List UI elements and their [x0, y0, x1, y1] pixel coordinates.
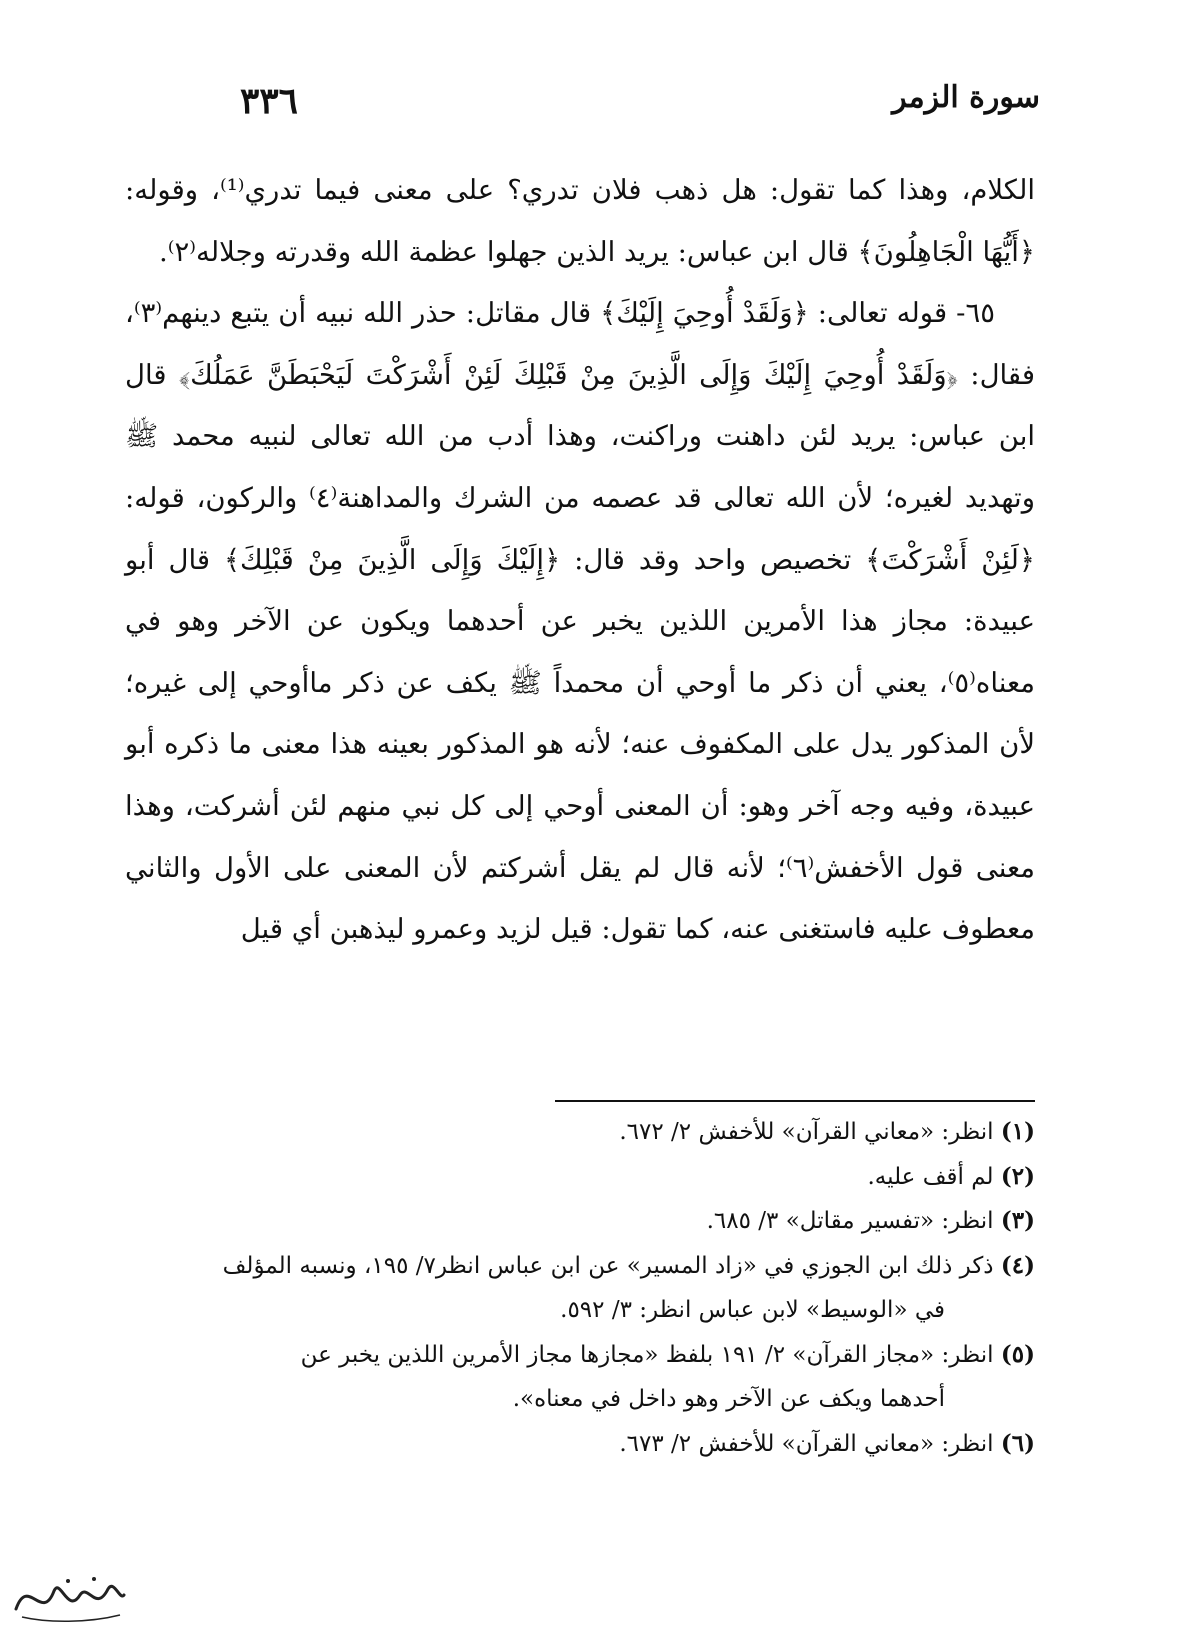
footnote-6 [120, 1422, 1035, 1467]
footnote-5 [120, 1333, 1035, 1378]
page-header [240, 80, 1040, 140]
footnotes [120, 1110, 1035, 1466]
footnote-1 [120, 1110, 1035, 1155]
surah-title: سورة الزمر [892, 80, 1040, 115]
footnote-divider [555, 1100, 1035, 1102]
footnote-text: انظر: «معاني القرآن» للأخفش ٢/ ٦٧٢. [619, 1119, 994, 1145]
paragraph-intro: الكلام، وهذا كما تقول: هل ذهب فلان تدري؟ على معنى فيما تدري⁽¹⁾، وقوله: ﴿أَيُّهَا الْجَاهِلُونَ﴾ قال ابن عباس: يريد الذين جهلوا عظمة الله وقدرته وجلاله⁽٢⁾. [125, 174, 1035, 268]
footnote-5-continued: أحدهما ويكف عن الآخر وهو داخل في معناه». [512, 1386, 945, 1412]
main-text [125, 160, 1035, 961]
footnote-number: (٤) [1000, 1251, 1035, 1279]
page-number: ٣٣٦ [240, 80, 299, 122]
footnote-text: ذكر ذلك ابن الجوزي في «زاد المسير» عن ابن عباس انظر٧/ ١٩٥، ونسبه المؤلف [222, 1252, 994, 1279]
footnote-number: (٣) [1000, 1207, 1035, 1234]
footnote-4-continued: في «الوسيط» لابن عباس انظر: ٣/ ٥٩٢. [560, 1297, 945, 1323]
footnote-text: انظر: «مجاز القرآن» ٢/ ١٩١ بلفظ «مجازها مجاز الأمرين اللذين يخبر عن [300, 1341, 994, 1368]
footnote-number: (١) [1000, 1118, 1035, 1145]
footnote-3 [120, 1199, 1035, 1244]
paragraph-verse-65: ٦٥- قوله تعالى: ﴿وَلَقَدْ أُوحِيَ إِلَيْكَ﴾ قال مقاتل: حذر الله نبيه أن يتبع دينهم⁽٣⁾، فقال: ﴿وَلَقَدْ أُوحِيَ إِلَيْكَ وَإِلَى الَّذِينَ مِنْ قَبْلِكَ لَئِنْ أَشْرَكْتَ لَيَحْبَطَنَّ عَمَلُكَ﴾ قال ابن عباس: يريد لئن داهنت وراكنت، وهذا أدب من الله تعالى لنبيه محمد ﷺ وتهديد لغيره؛ لأن الله تعالى قد عصمه من الشرك والمداهنة⁽٤⁾ والركون، قوله: ﴿لَئِنْ أَشْرَكْتَ﴾ تخصيص واحد وقد قال: ﴿إِلَيْكَ وَإِلَى الَّذِينَ مِنْ قَبْلِكَ﴾ قال أبو عبيدة: مجاز هذا الأمرين اللذين يخبر عن أحدهما ويكون عن الآخر وهو في معناه⁽٥⁾، يعني أن ذكر ما أوحي أن محمداً ﷺ يكف عن ذكر ماأوحي إلى غيره؛ لأن المذكور يدل على المكفوف عنه؛ لأنه هو المذكور بعينه هذا معنى ما ذكره أبو عبيدة، وفيه وجه آخر وهو: أن المعنى أوحي إلى كل نبي منهم لئن أشركت، وهذا معنى قول الأخفش⁽٦⁾؛ لأنه قال لم يقل أشركتم لأن المعنى على الأول والثاني معطوف عليه فاستغنى عنه، كما تقول: قيل لزيد وعمرو ليذهبن أي قيل [125, 297, 1035, 946]
footnote-text: انظر: «معاني القرآن» للأخفش ٢/ ٦٧٣. [619, 1430, 994, 1457]
library-stamp-logo [8, 1565, 128, 1633]
footnote-text: انظر: «تفسير مقاتل» ٣/ ٦٨٥. [706, 1208, 994, 1234]
footnote-2 [120, 1155, 1035, 1200]
footnote-text: لم أقف عليه. [867, 1163, 994, 1190]
footnote-number: (٥) [1000, 1340, 1035, 1368]
footnote-4 [120, 1244, 1035, 1289]
footnote-number: (٦) [1000, 1429, 1035, 1457]
footnote-number: (٢) [1000, 1162, 1035, 1190]
